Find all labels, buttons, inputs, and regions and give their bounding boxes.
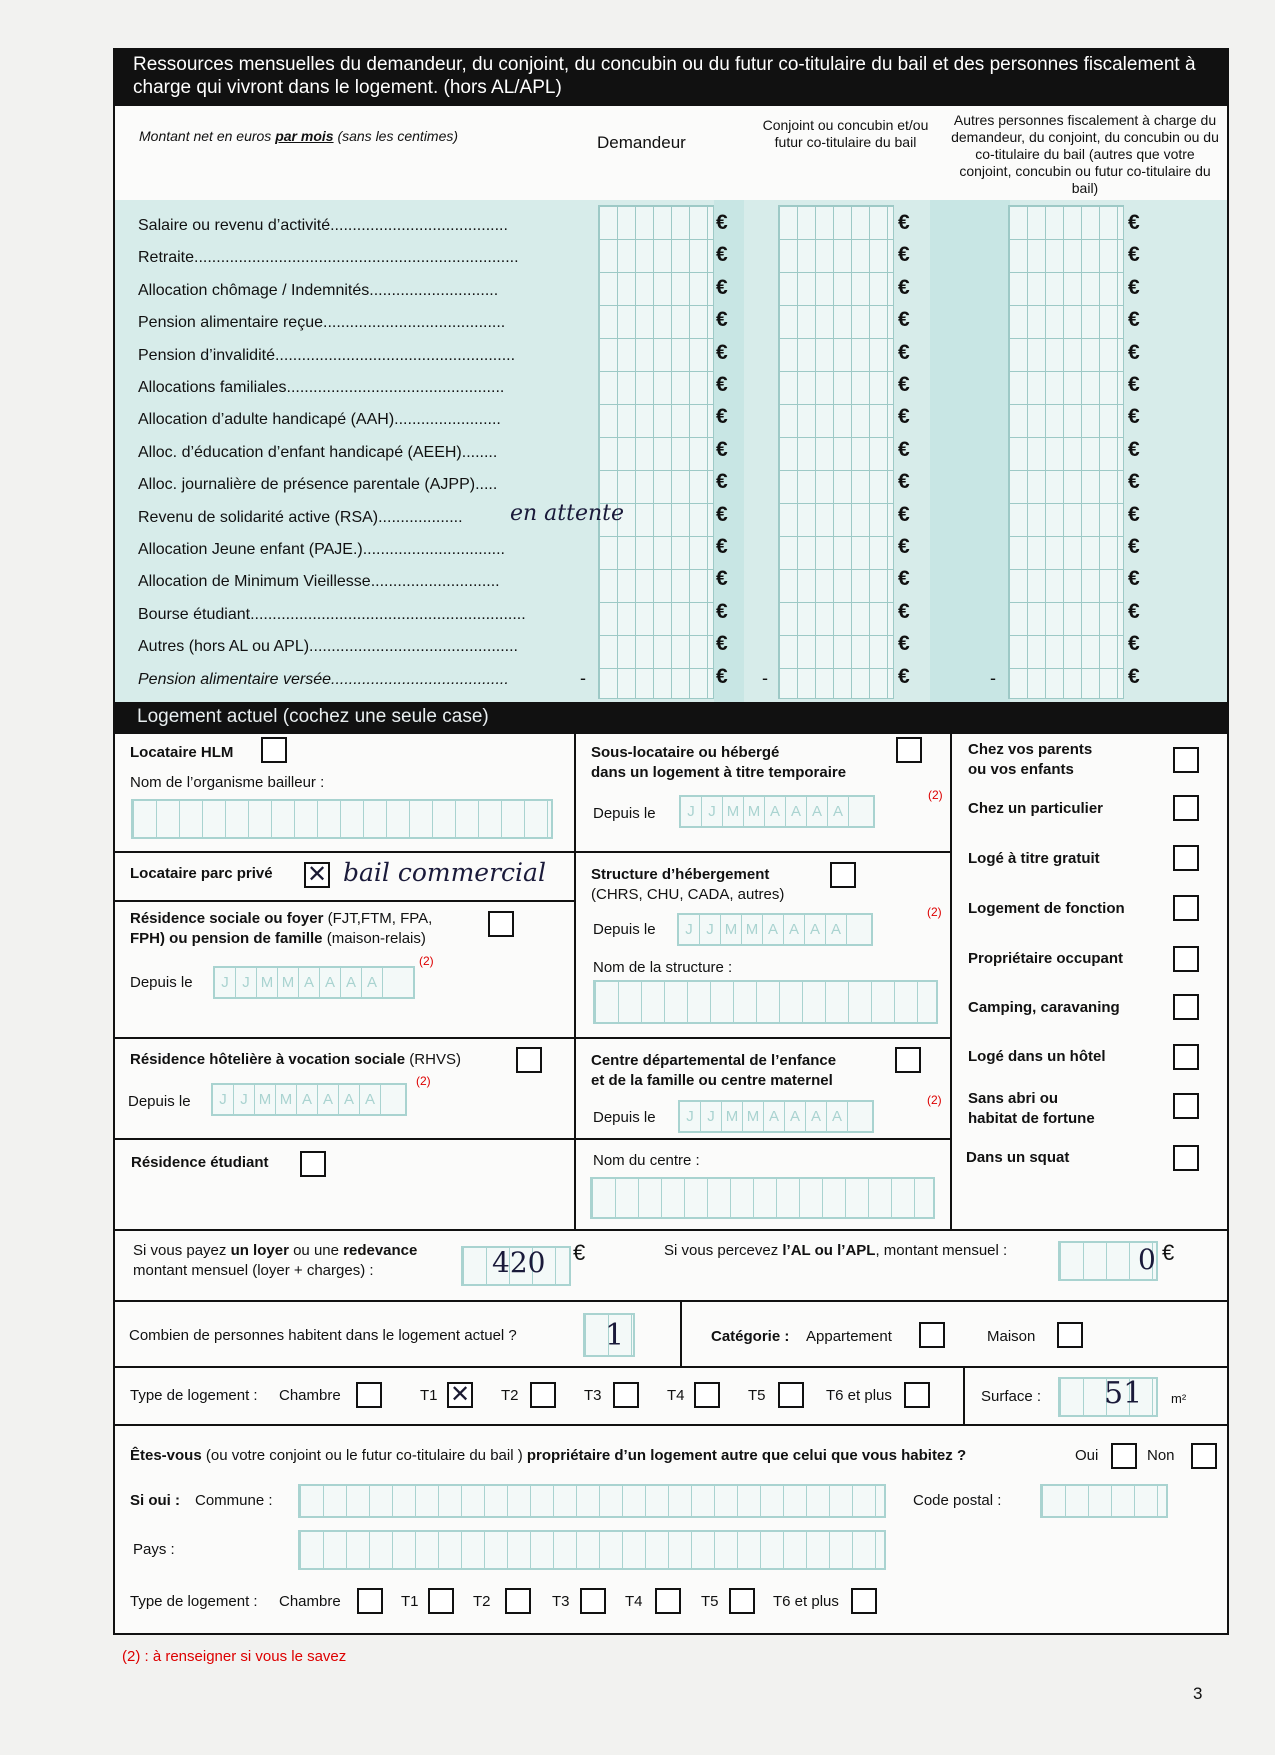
note-marker: (2) [927,1093,942,1107]
parents-checkbox[interactable] [1173,747,1199,773]
euro-sign: € [716,373,728,396]
date-cell: A [360,1085,381,1114]
depuis-le-label: Depuis le [130,974,193,991]
euro-sign: € [573,1240,586,1265]
euro-sign: € [898,405,910,429]
categorie-label: Catégorie : [711,1328,790,1345]
divider [113,851,576,853]
date-cell: J [679,915,700,944]
gratuit-checkbox[interactable] [1173,845,1199,871]
depuis-le-label: Depuis le [593,921,656,938]
income-row-label: Pension d’invalidité...................................................... [138,346,516,364]
euro-sign: € [716,340,728,364]
divider [950,734,952,1230]
type-logement-label: Type de logement : [130,1593,258,1610]
date-cell: J [681,797,702,826]
income-row-label: Revenu de solidarité active (RSA)................... [138,508,463,526]
centre-date[interactable] [678,1100,874,1133]
date-cell: A [807,797,828,826]
note-marker: (2) [419,954,434,968]
divider [113,1300,1229,1302]
euro-sign: € [716,567,728,591]
hlm-label: Locataire HLM [130,744,234,761]
euro-sign: € [1128,664,1140,688]
euro-sign: € [1128,535,1140,558]
type-option-label: Chambre [279,1387,341,1404]
date-cell: J [213,1085,234,1114]
euro-sign: € [716,275,728,299]
type-option-label: T4 [667,1387,685,1404]
euro-sign: € [716,664,728,688]
income-row-label: Salaire ou revenu d’activité........................................ [138,217,508,234]
prive-checkbox[interactable] [304,862,330,888]
code-postal-input[interactable] [1040,1484,1168,1518]
rhvs-label: Résidence hôtelière à vocation sociale (RHVS) [130,1051,461,1068]
euro-sign: € [898,211,910,234]
euro-sign: € [1128,632,1140,656]
income-row-label: Alloc. d’éducation d’enfant handicapé (AEEH)........ [138,443,498,461]
loyer-value: 420 [492,1246,546,1279]
rsa-handwritten-note: en attente [510,500,625,526]
euro-sign: € [898,308,910,332]
hlm-checkbox[interactable] [261,737,287,763]
income-row-label: Pension alimentaire versée........................................ [138,670,509,688]
euro-sign: € [1128,308,1140,332]
maison-label: Maison [987,1328,1036,1345]
euro-sign: € [898,470,910,494]
euro-sign: € [716,599,728,623]
date-cell: A [297,1085,318,1114]
type-option-checkbox[interactable] [655,1588,681,1614]
pays-input[interactable] [298,1530,886,1570]
loyer-label: Si vous payez un loyer ou une redevance montant mensuel (loyer + charges) : [133,1242,418,1279]
depuis-le-label: Depuis le [593,1109,656,1126]
euro-sign: € [898,437,910,461]
euro-sign: € [716,632,728,656]
date-cell: A [362,968,383,997]
type-option-label: T1 [420,1387,438,1404]
al-value: 0 [1138,1243,1156,1276]
type-option-label: T3 [584,1387,602,1404]
income-row-label: Retraite......................................................................... [138,249,519,267]
note-marker: (2) [927,905,942,919]
date-cell: M [278,968,299,997]
code-postal-label: Code postal : [913,1492,1002,1509]
camping-label: Camping, caravaning [968,999,1120,1016]
type-option-checkbox[interactable] [694,1382,720,1408]
nom-centre-input[interactable] [590,1177,935,1219]
prive-handwritten-note: bail commercial [343,858,546,887]
sous-locataire-date[interactable] [679,795,875,828]
date-cell: J [700,915,721,944]
divider [680,1300,682,1366]
parents-label: Chez vos parents ou vos enfants [968,741,1093,778]
income-row-label: Alloc. journalière de présence parentale (AJPP)..... [138,476,498,494]
surface-unit: m² [1171,1391,1187,1406]
date-cell: M [723,797,744,826]
euro-sign: € [898,599,910,623]
oui-checkbox[interactable] [1111,1443,1137,1469]
date-cell: A [784,915,805,944]
divider [113,1037,951,1039]
date-cell: M [722,1102,743,1131]
camping-checkbox[interactable] [1173,994,1199,1020]
sans-abri-label: Sans abri ou habitat de fortune [968,1090,1095,1127]
euro-sign: € [1128,211,1140,234]
etudiant-label: Résidence étudiant [131,1154,269,1171]
al-label: Si vous percevez l’AL ou l’APL, montant mensuel : [664,1242,1008,1259]
income-row-label: Pension alimentaire reçue......................................... [138,314,506,332]
divider [113,1424,1229,1426]
etudiant-checkbox[interactable] [300,1151,326,1177]
type-option-label: T6 et plus [826,1387,892,1404]
income-row-label: Autres (hors AL ou APL)............................................... [138,638,518,656]
date-cell: A [764,1102,785,1131]
nom-structure-input[interactable] [593,980,938,1024]
euro-sign: € [1128,243,1140,267]
nom-structure-label: Nom de la structure : [593,959,733,976]
euro-sign: € [1128,275,1140,299]
income-row-label: Allocation d’adulte handicapé (AAH)........................ [138,411,501,429]
euro-sign: € [898,632,910,656]
pays-label: Pays : [133,1541,175,1558]
rhvs-checkbox[interactable] [516,1047,542,1073]
squat-label: Dans un squat [966,1149,1070,1166]
type-option-label: T5 [748,1387,766,1404]
maison-checkbox[interactable] [1057,1322,1083,1348]
residence-sociale-label: Résidence sociale ou foyer (FJT,FTM, FPA, FPH) ou pension de famille (maison-relais) [130,910,433,947]
date-cell: M [257,968,278,997]
divider [113,1366,1229,1368]
euro-sign: € [1128,405,1140,429]
surface-value: 51 [1104,1376,1143,1411]
structure-date[interactable] [677,913,873,946]
commune-input[interactable] [298,1484,886,1518]
sous-locataire-label: Sous-locataire ou hébergé dans un logement à titre temporaire [591,744,847,781]
type-option-label: T2 [473,1593,491,1610]
euro-sign: € [716,470,728,494]
euro-sign: € [898,340,910,364]
type-option-checkbox[interactable] [613,1382,639,1408]
note-marker: (2) [928,788,943,802]
type-option-label: T1 [401,1593,419,1610]
date-cell: J [701,1102,722,1131]
col-autres: Autres personnes fiscalement à charge du demandeur, du conjoint, du concubin ou du co-titulaire du bail (autres que votre conjoint, concubin ou futur co-titulaire du bail) [951,112,1219,196]
date-cell: A [785,1102,806,1131]
commune-label: Commune : [195,1492,273,1509]
type-option-checkbox[interactable] [356,1382,382,1408]
structure-label: Structure d’hébergement (CHRS, CHU, CADA, autres) [591,866,785,903]
col-demandeur: Demandeur [597,133,686,152]
type-option-label: T4 [625,1593,643,1610]
date-cell: J [680,1102,701,1131]
squat-checkbox[interactable] [1173,1145,1199,1171]
date-cell: M [255,1085,276,1114]
proprietaire-label: Propriétaire occupant [968,950,1124,967]
euro-sign: € [898,664,910,688]
date-cell: J [215,968,236,997]
euro-sign: € [898,535,910,558]
euro-sign: € [1128,373,1140,396]
date-cell: A [826,915,847,944]
type-option-label: T3 [552,1593,570,1610]
appartement-checkbox[interactable] [919,1322,945,1348]
euro-sign: € [1128,502,1140,526]
euro-sign: € [898,243,910,267]
type-option-checkbox[interactable] [778,1382,804,1408]
type-option-checkbox[interactable] [447,1382,473,1408]
dash-mark: - [762,667,768,688]
date-cell: J [236,968,257,997]
date-cell: M [744,797,765,826]
date-cell: M [743,1102,764,1131]
residence-sociale-date[interactable] [213,966,415,999]
fonction-label: Logement de fonction [968,900,1125,917]
particulier-label: Chez un particulier [968,800,1104,817]
type-option-label: T2 [501,1387,519,1404]
type-option-label: T6 et plus [773,1593,839,1610]
occupants-value: 1 [605,1318,625,1353]
type-option-label: Chambre [279,1593,341,1610]
centre-label: Centre départemental de l’enfance et de la famille ou centre maternel [591,1052,837,1089]
income-row-label: Bourse étudiant.............................................................. [138,605,526,623]
date-cell: A [763,915,784,944]
date-cell: A [827,1102,848,1131]
date-cell: M [721,915,742,944]
particulier-checkbox[interactable] [1173,795,1199,821]
date-cell: A [320,968,341,997]
amount-caption: Montant net en euros par mois (sans les centimes) [139,128,459,144]
non-checkbox[interactable] [1191,1443,1217,1469]
autres-amount-cells[interactable] [1008,205,1124,699]
section-header-logement [113,702,1229,734]
divider [113,900,576,902]
divider [113,1229,1229,1231]
type-option-checkbox[interactable] [505,1588,531,1614]
type-option-checkbox[interactable] [904,1382,930,1408]
euro-sign: € [1128,599,1140,623]
section-header-ressources [113,48,1229,106]
date-cell: A [765,797,786,826]
hlm-org-label: Nom de l’organisme bailleur : [130,774,325,791]
hotel-label: Logé dans un hôtel [968,1048,1106,1065]
si-oui-label: Si oui : [130,1492,180,1509]
date-cell: A [828,797,849,826]
type-option-checkbox[interactable] [357,1588,383,1614]
column-separator [930,200,1010,702]
euro-sign: € [898,567,910,591]
date-cell: A [805,915,826,944]
divider [574,734,576,1230]
dash-mark: - [990,667,996,688]
income-row-label: Allocation chômage / Indemnités............................. [138,281,499,299]
depuis-le-label: Depuis le [593,805,656,822]
date-cell: M [742,915,763,944]
type-option-checkbox[interactable] [428,1588,454,1614]
structure-checkbox[interactable] [830,862,856,888]
oui-label: Oui [1075,1447,1099,1464]
sans-abri-checkbox[interactable] [1173,1093,1199,1119]
type-option-checkbox[interactable] [729,1588,755,1614]
date-cell: A [806,1102,827,1131]
col-conjoint: Conjoint ou concubin et/ou futur co-titulaire du bail [762,117,929,150]
euro-sign: € [1128,437,1140,461]
euro-sign: € [716,437,728,461]
rhvs-date[interactable] [211,1083,407,1116]
euro-sign: € [716,308,728,332]
proprietaire-question: Êtes-vous (ou votre conjoint ou le futur co-titulaire du bail ) propriétaire d’un logement autre que celui que vous habitez ? [130,1447,967,1464]
appartement-label: Appartement [806,1328,892,1345]
type-logement-label: Type de logement : [130,1387,258,1404]
euro-sign: € [716,405,728,429]
euro-sign: € [716,502,728,526]
date-cell: A [786,797,807,826]
euro-sign: € [898,373,910,396]
type-option-label: T5 [701,1593,719,1610]
euro-sign: € [716,211,728,234]
divider [963,1366,965,1424]
date-cell: A [339,1085,360,1114]
gratuit-label: Logé à titre gratuit [968,850,1100,867]
euro-sign: € [1162,1240,1175,1265]
hotel-checkbox[interactable] [1173,1044,1199,1070]
date-cell: A [341,968,362,997]
euro-sign: € [716,243,728,267]
type-option-checkbox[interactable] [851,1588,877,1614]
income-row-label: Allocation Jeune enfant (PAJE.)................................ [138,541,505,558]
footnote: (2) : à renseigner si vous le savez [122,1648,347,1665]
nom-centre-label: Nom du centre : [593,1152,700,1169]
euro-sign: € [898,275,910,299]
divider [113,1138,951,1140]
page-number: 3 [1193,1684,1203,1703]
euro-sign: € [1128,470,1140,494]
surface-label: Surface : [981,1388,1042,1405]
date-cell: J [234,1085,255,1114]
type-option-checkbox[interactable] [530,1382,556,1408]
depuis-le-label: Depuis le [128,1093,191,1110]
section-title: Logement actuel (cochez une seule case) [137,706,489,727]
income-row-label: Allocation de Minimum Vieillesse............................. [138,573,500,591]
sous-locataire-checkbox[interactable] [896,737,922,763]
conjoint-amount-cells[interactable] [778,205,894,699]
demandeur-amount-cells[interactable] [598,205,714,699]
euro-sign: € [1128,340,1140,364]
note-marker: (2) [416,1074,431,1088]
date-cell: A [318,1085,339,1114]
fonction-checkbox[interactable] [1173,895,1199,921]
residence-sociale-checkbox[interactable] [488,911,514,937]
date-cell: M [276,1085,297,1114]
non-label: Non [1147,1447,1175,1464]
date-cell: J [702,797,723,826]
section-title: Ressources mensuelles du demandeur, du conjoint, du concubin ou du futur co-titulaire du bail et des personnes fiscalement à charge qui vivront dans le logement. (hors AL/APL) [133,54,1196,98]
proprietaire-checkbox[interactable] [1173,946,1199,972]
dash-mark: - [580,667,586,688]
income-row-label: Allocations familiales................................................. [138,379,505,396]
euro-sign: € [1128,567,1140,591]
type-option-checkbox[interactable] [580,1588,606,1614]
hlm-org-input[interactable] [131,799,553,839]
centre-checkbox[interactable] [895,1047,921,1073]
prive-label: Locataire parc privé [130,865,273,882]
occupants-label: Combien de personnes habitent dans le logement actuel ? [129,1327,517,1344]
euro-sign: € [716,535,728,558]
euro-sign: € [898,502,910,526]
date-cell: A [299,968,320,997]
divider [576,851,951,853]
